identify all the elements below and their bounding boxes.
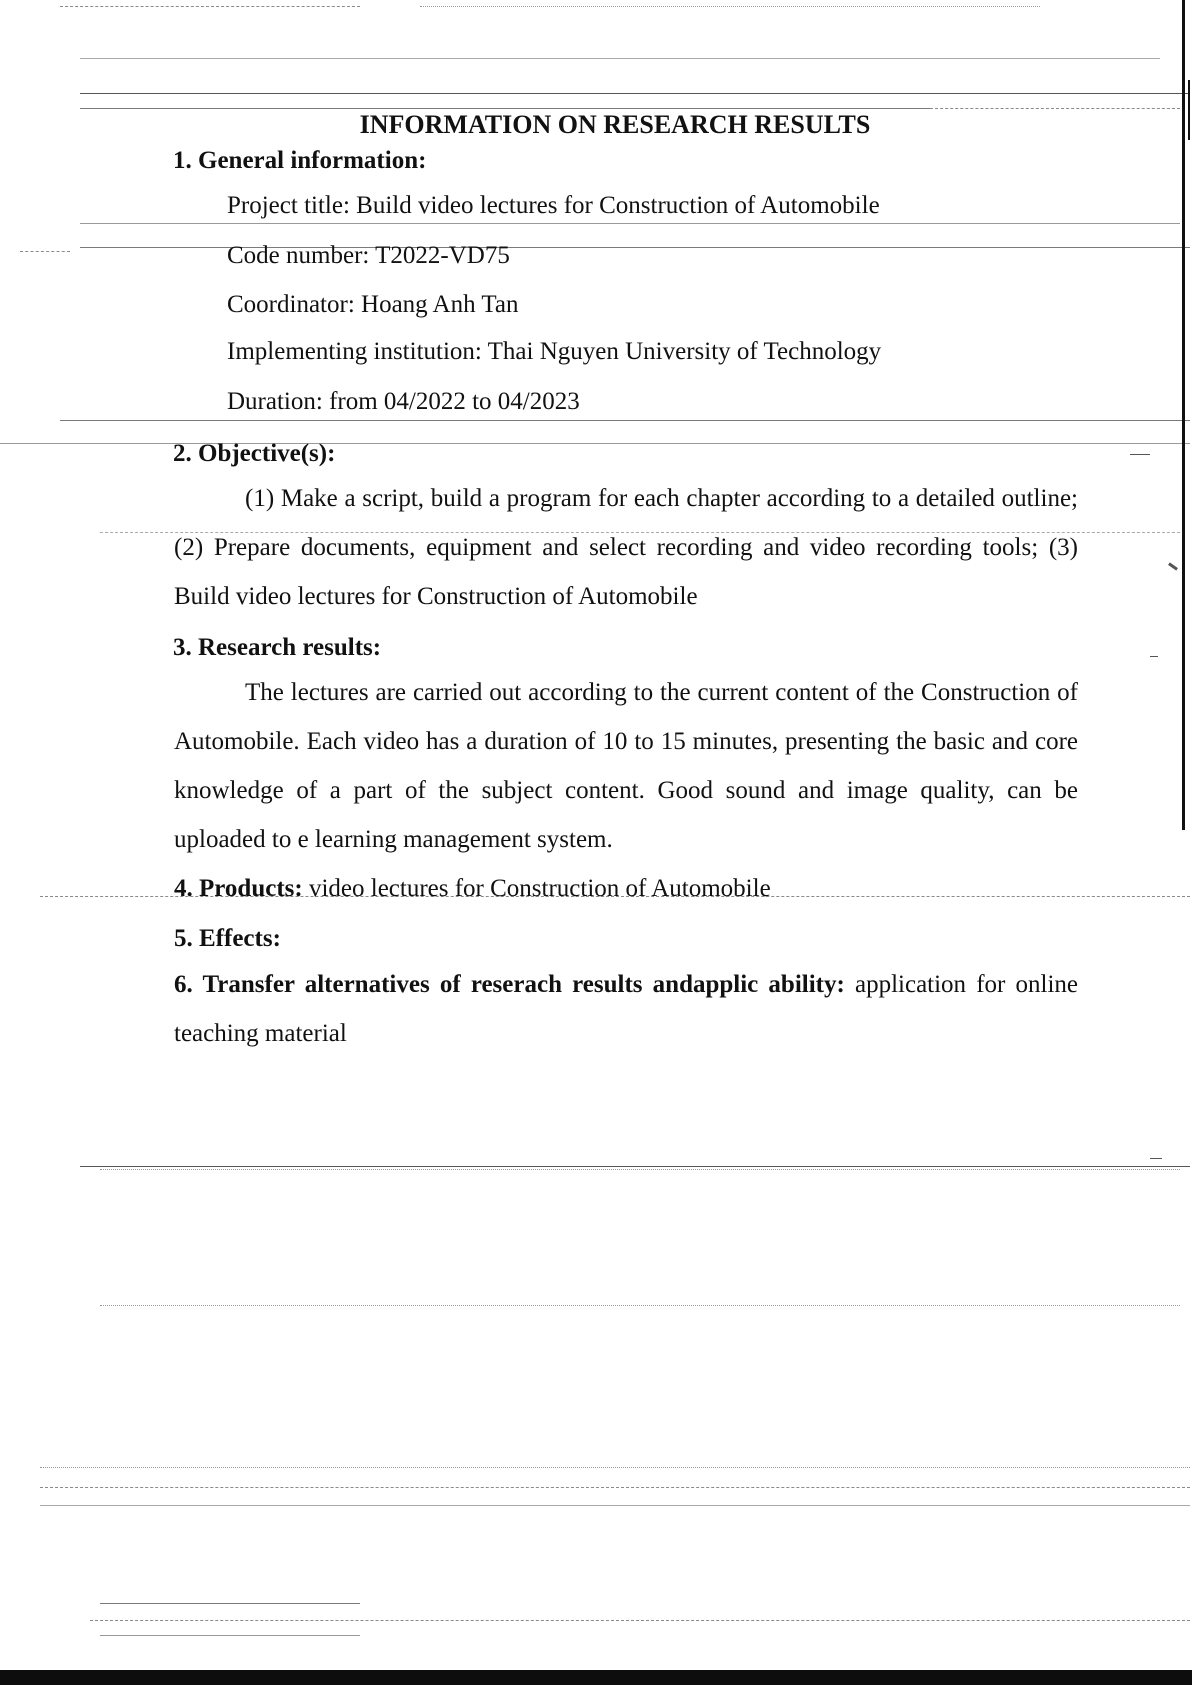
scan-artifact-line [80, 108, 930, 109]
transfer-text: application for online teaching material [174, 971, 1079, 1047]
scan-edge-bar [1182, 0, 1185, 830]
section-heading-general: 1. General information: [173, 147, 427, 174]
scan-speck [1130, 454, 1150, 455]
scan-speck [1150, 656, 1158, 657]
scan-edge-bar [1188, 80, 1190, 140]
scan-artifact-line [40, 1487, 1190, 1488]
results-text: The lectures are carried out according to the current content of the Construction of Automobile. Each video has a duration of 10 to 15 minutes, presenting the basic and core knowledge of a part of the subject content. Good sound and image quality, can be uploaded to e learning management system. [174, 679, 1078, 853]
scan-artifact-line [100, 1169, 1180, 1170]
scan-artifact-line [60, 420, 1190, 421]
scan-artifact-line [930, 108, 1180, 109]
scan-artifact-line [80, 93, 1190, 94]
scan-artifact-line [60, 6, 360, 7]
project-title-line: Project title: Build video lectures for Construction of Automobile [227, 192, 880, 219]
section-heading-results: 3. Research results: [173, 634, 382, 661]
scan-bottom-border [0, 1670, 1192, 1685]
duration-line: Duration: from 04/2022 to 04/2023 [227, 388, 580, 415]
scan-artifact-line [40, 1467, 1190, 1468]
products-text: video lectures for Construction of Automobile [308, 875, 771, 902]
institution-line: Implementing institution: Thai Nguyen University of Technology [227, 338, 882, 365]
section-heading-effects: 5. Effects: [174, 925, 281, 952]
scan-artifact-line [20, 251, 70, 252]
section-heading-objectives: 2. Objective(s): [173, 440, 336, 467]
scan-artifact-line [90, 1620, 1190, 1621]
scan-artifact-line [40, 1505, 1190, 1506]
scan-artifact-line [80, 58, 1160, 59]
scan-speck [1150, 1158, 1162, 1159]
products-line [174, 876, 771, 901]
scan-artifact-line [100, 1635, 360, 1636]
scan-artifact-line [100, 1603, 360, 1604]
coordinator-line: Coordinator: Hoang Anh Tan [227, 291, 519, 318]
scan-speck [1168, 562, 1178, 570]
objectives-paragraph [174, 474, 1078, 621]
transfer-paragraph [174, 960, 1078, 1058]
document-title: INFORMATION ON RESEARCH RESULTS [359, 110, 871, 139]
scan-artifact-line [80, 223, 1180, 224]
scan-artifact-line [100, 1305, 1180, 1306]
results-paragraph [174, 668, 1078, 864]
code-number-line: Code number: T2022-VD75 [227, 242, 510, 269]
objectives-text: (1) Make a script, build a program for each chapter according to a detailed outline; (2) Prepare documents, equipment and select recording and video recording tools; (3) Build video lectures for Construction of Automobile [174, 485, 1078, 610]
section-heading-transfer: 6. Transfer alternatives of reserach results andapplic ability: [174, 971, 845, 998]
scan-artifact-line [80, 1166, 1190, 1167]
scan-artifact-line [420, 6, 1040, 7]
section-heading-products: 4. Products: [174, 875, 303, 902]
